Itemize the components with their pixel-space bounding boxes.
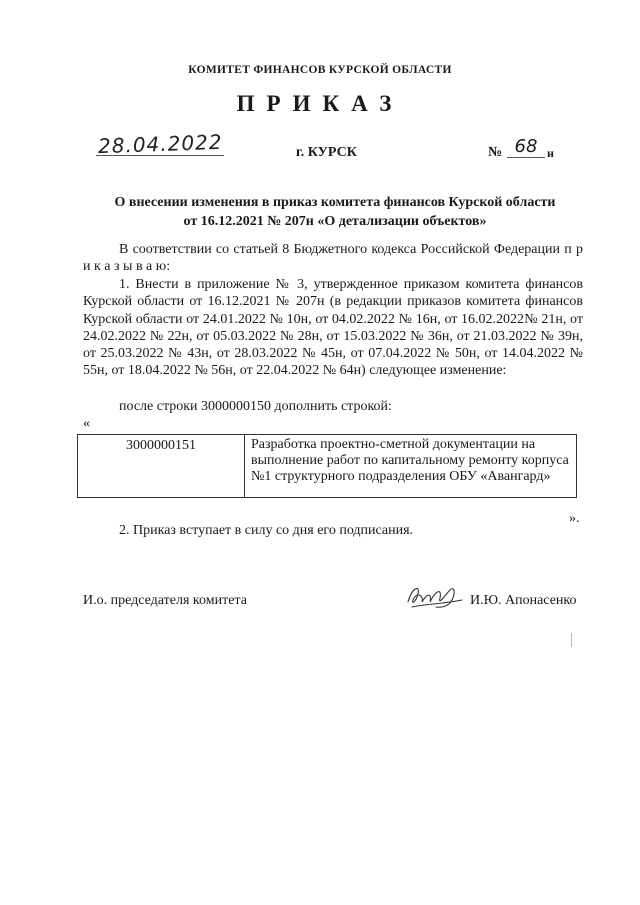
date-underline <box>96 155 224 156</box>
insert-row-table <box>77 434 577 498</box>
subject-line-2: от 16.12.2021 № 207н «О детализации объектов» <box>183 214 487 229</box>
item-2-paragraph: 2. Приказ вступает в силу со дня его подписания. <box>119 523 414 538</box>
item-1-paragraph <box>83 276 583 380</box>
table-description-cell: Разработка проектно-сметной документации на выполнение работ по капитальному ремонту корпуса №1 структурного подразделения ОБУ «Авангард» <box>251 437 569 485</box>
handwritten-number: 68 <box>514 136 538 157</box>
handwritten-signature <box>402 580 468 612</box>
quote-close: ». <box>569 511 580 526</box>
signatory-role: И.о. председателя комитета <box>83 593 247 608</box>
number-sign: № <box>488 145 503 160</box>
handwritten-date: 28.04.2022 <box>97 129 223 159</box>
number-underline <box>507 157 545 158</box>
after-row-text: после строки 3000000150 дополнить строкой: <box>119 399 392 414</box>
table-divider <box>244 435 245 497</box>
table-code-cell: 3000000151 <box>126 438 196 453</box>
organization-header: КОМИТЕТ ФИНАНСОВ КУРСКОЙ ОБЛАСТИ <box>188 64 452 76</box>
item-1-text: 1. Внести в приложение № 3, утвержденное приказом комитета финансов Курской области от 16.12.2021 № 207н (в редакции приказов комитета финансов Курской области от 24.01.2022 № 10н, от 04.02.2022 № 16н, от 16.02.2022№ 21н, от 24.02.2022 № 22н, от 05.03.2022 № 28н, от 15.03.2022 № 36н, от 21.03.2022 № 39н, от 25.03.2022 № 43н, от 28.03.2022 № 45н, от 07.04.2022 № 50н, от 14.04.2022 № 55н, от 18.04.2022 № 56н, от 22.04.2022 № 64н) следующее изменение: <box>83 277 583 379</box>
intro-paragraph <box>83 241 583 276</box>
city-label: г. КУРСК <box>296 145 357 160</box>
intro-text: В соответствии со статьей 8 Бюджетного кодекса Российской Федерации п р и к а з ы в а ю: <box>83 242 583 275</box>
margin-mark <box>571 633 572 647</box>
number-suffix: н <box>547 146 554 160</box>
signatory-name: И.Ю. Апонасенко <box>470 593 577 608</box>
subject-line-1: О внесении изменения в приказ комитета финансов Курской области <box>114 195 556 210</box>
order-subject <box>90 193 580 231</box>
document-title: ПРИКАЗ <box>236 91 404 116</box>
quote-open: « <box>83 416 90 431</box>
